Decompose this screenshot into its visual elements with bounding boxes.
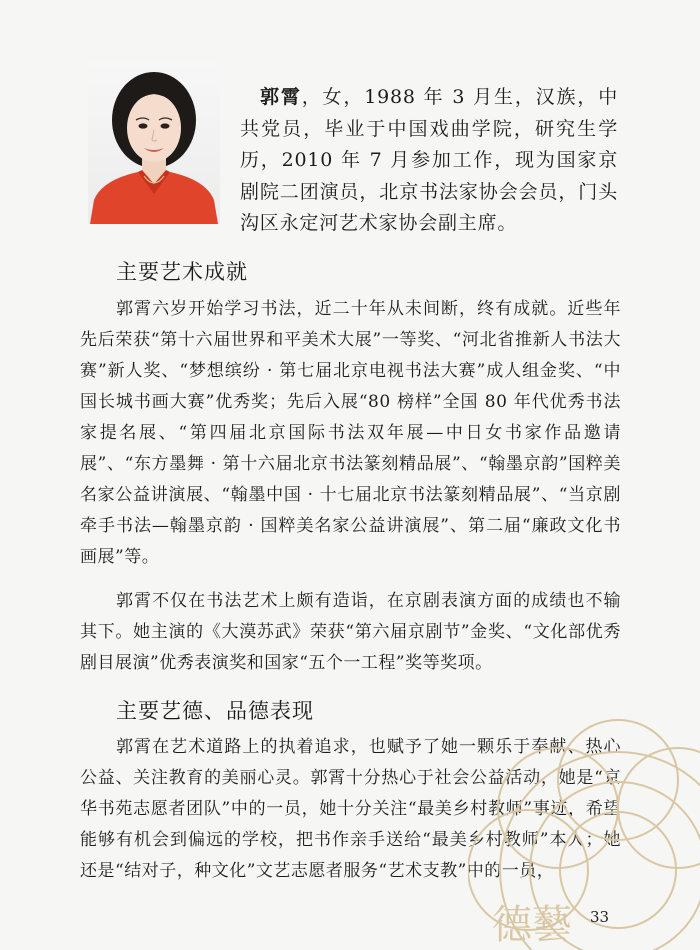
virtue-paragraph-1: 郭霄在艺术道路上的执着追求，也赋予了她一颗乐于奉献、热心公益、关注教育的美丽心灵。郭霄十分热心于社会公益活动，她是“京华书苑志愿者团队”中的一员，她十分关注“最美乡村教师”事迹，希望能够有机会到偏远的学校，把书作亲手送给“最美乡村教师”本人；她还是“结对子，种文化”文艺志愿者服务“艺术支教”中的一员， — [80, 737, 621, 881]
achievements-paragraph-2: 郭霄不仅在书法艺术上颇有造诣，在京剧表演方面的成绩也不输其下。她主演的《大漠苏武》荣获“第六届京剧节”金奖、“文化部优秀剧目展演”优秀表演奖和国家“五个一工程”奖等奖项。 — [80, 591, 621, 673]
section-heading-achievements: 主要艺术成就 — [116, 260, 248, 284]
achievements-paragraph-1: 郭霄六岁开始学习书法，近二十年从未间断，终有成就。近些年先后荣获“第十六届世界和平美术大展”一等奖、“河北省推新人书法大赛”新人奖、“梦想缤纷 · 第七届北京电视书法大赛”成人组金奖、“中国长城书画大赛”优秀奖；先后入展“80 榜样”全国 80 年代优秀书法家提名展、“第四届北京国际书法双年展—中日女书家作品邀请展”、“东方墨舞 · 第十六届北京书法篆刻精品展”、“翰墨京韵”国粹美名家公益讲演展、“翰墨中国 · 十七届北京书法篆刻精品展”、“当京剧牵手书法—翰墨京韵 · 国粹美名家公益讲演展”、第二届“廉政文化书画展”等。 — [80, 299, 621, 567]
section-heading-virtue: 主要艺德、品德表现 — [116, 699, 314, 723]
portrait-photo — [88, 62, 220, 224]
portrait-illustration — [88, 62, 220, 224]
profile-intro-text: ，女，1988 年 3 月生，汉族，中共党员，毕业于中国戏曲学院，研究生学历，2010 年 7 月参加工作，现为国家京剧院二团演员，北京书法家协会会员，门头沟区永定河艺术家协会副主席。 — [240, 86, 618, 234]
person-name: 郭霄 — [260, 86, 302, 108]
seal-text: 德藝 — [492, 902, 572, 948]
page-number: 33 — [590, 908, 610, 926]
profile-intro — [240, 82, 618, 240]
